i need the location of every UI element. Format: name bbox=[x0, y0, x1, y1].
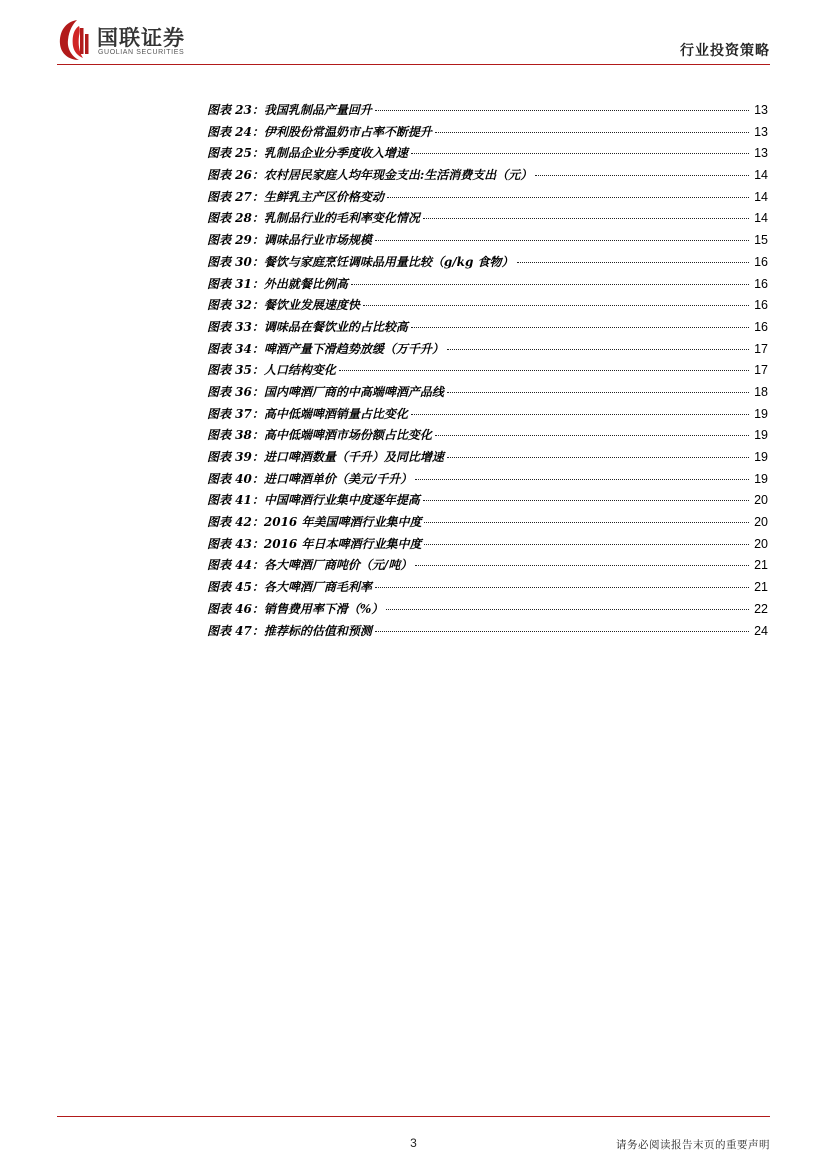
toc-entry[interactable] bbox=[207, 317, 768, 339]
toc-entry-label: 图表 45：各大啤酒厂商毛利率 bbox=[207, 580, 372, 595]
toc-dot-leader bbox=[517, 262, 749, 263]
toc-dot-leader bbox=[387, 197, 749, 198]
footer-divider bbox=[57, 1116, 770, 1117]
toc-entry[interactable] bbox=[207, 339, 768, 361]
toc-entry-label: 图表 23：我国乳制品产量回升 bbox=[207, 103, 372, 117]
toc-entry[interactable] bbox=[207, 404, 768, 426]
toc-dot-leader bbox=[411, 414, 749, 415]
toc-entry-page: 16 bbox=[754, 319, 768, 334]
toc-entry-label: 图表 36：国内啤酒厂商的中高端啤酒产品线 bbox=[207, 384, 444, 399]
toc-dot-leader bbox=[423, 500, 749, 501]
toc-entry[interactable] bbox=[207, 621, 768, 643]
toc-entry[interactable] bbox=[207, 122, 768, 144]
toc-dot-leader bbox=[424, 544, 749, 545]
toc-dot-leader bbox=[415, 479, 749, 480]
page-header bbox=[57, 18, 770, 64]
toc-entry-label: 图表 42：2016 年美国啤酒行业集中度 bbox=[207, 515, 422, 530]
toc-entry-page: 13 bbox=[754, 124, 768, 139]
toc-entry-label: 图表 30：餐饮与家庭烹饪调味品用量比较（g/kg 食物） bbox=[207, 254, 514, 269]
toc-dot-leader bbox=[415, 565, 749, 566]
toc-dot-leader bbox=[351, 284, 749, 285]
toc-entry-page: 14 bbox=[754, 189, 768, 204]
toc-entry[interactable] bbox=[207, 360, 768, 382]
toc-entry[interactable] bbox=[207, 208, 768, 230]
toc-entry[interactable] bbox=[207, 490, 768, 512]
toc-entry-label: 图表 28：乳制品行业的毛利率变化情况 bbox=[207, 211, 420, 226]
toc-dot-leader bbox=[363, 305, 749, 306]
toc-entry[interactable] bbox=[207, 252, 768, 274]
toc-dot-leader bbox=[375, 240, 749, 241]
toc-entry[interactable] bbox=[207, 512, 768, 534]
toc-entry-page: 19 bbox=[754, 406, 768, 421]
toc-entry-label: 图表 31：外出就餐比例高 bbox=[207, 276, 348, 291]
toc-dot-leader bbox=[411, 327, 749, 328]
figure-list bbox=[207, 100, 768, 642]
toc-dot-leader bbox=[411, 153, 749, 154]
company-logo bbox=[57, 18, 257, 64]
toc-entry-page: 17 bbox=[754, 341, 768, 356]
toc-entry-page: 16 bbox=[754, 276, 768, 291]
toc-entry-label: 图表 32：餐饮业发展速度快 bbox=[207, 298, 360, 313]
toc-entry-page: 22 bbox=[754, 601, 768, 616]
toc-dot-leader bbox=[435, 435, 749, 436]
footer-disclaimer: 请务必阅读报告末页的重要声明 bbox=[616, 1139, 770, 1151]
toc-dot-leader bbox=[375, 631, 749, 632]
toc-entry[interactable] bbox=[207, 599, 768, 621]
toc-entry[interactable] bbox=[207, 447, 768, 469]
toc-entry[interactable] bbox=[207, 187, 768, 209]
report-type-label: 行业投资策略 bbox=[680, 43, 770, 59]
toc-entry-page: 20 bbox=[754, 515, 768, 530]
toc-entry-label: 图表 43：2016 年日本啤酒行业集中度 bbox=[207, 536, 422, 551]
toc-dot-leader bbox=[447, 392, 749, 393]
toc-entry-page: 16 bbox=[754, 298, 768, 313]
toc-entry-page: 16 bbox=[754, 254, 768, 269]
toc-entry-page: 13 bbox=[754, 146, 768, 161]
header-divider bbox=[57, 64, 770, 65]
toc-entry[interactable] bbox=[207, 100, 768, 122]
toc-entry[interactable] bbox=[207, 165, 768, 187]
toc-entry-label: 图表 38：高中低端啤酒市场份额占比变化 bbox=[207, 428, 432, 443]
toc-dot-leader bbox=[424, 522, 749, 523]
toc-entry-label: 图表 47：推荐标的估值和预测 bbox=[207, 623, 372, 638]
toc-dot-leader bbox=[339, 370, 749, 371]
toc-entry[interactable] bbox=[207, 230, 768, 252]
toc-entry[interactable] bbox=[207, 295, 768, 317]
toc-entry-page: 17 bbox=[754, 363, 768, 378]
toc-entry-label: 图表 33：调味品在餐饮业的占比较高 bbox=[207, 319, 408, 334]
toc-entry-page: 21 bbox=[754, 558, 768, 573]
toc-entry-label: 图表 37：高中低端啤酒销量占比变化 bbox=[207, 406, 408, 421]
toc-entry-label: 图表 40：进口啤酒单价（美元/千升） bbox=[207, 471, 413, 486]
toc-entry-label: 图表 35：人口结构变化 bbox=[207, 363, 336, 378]
toc-entry-page: 19 bbox=[754, 471, 768, 486]
toc-entry-label: 图表 25：乳制品企业分季度收入增速 bbox=[207, 146, 408, 161]
logo-chinese-name: 国联证券 bbox=[97, 26, 185, 50]
toc-entry[interactable] bbox=[207, 382, 768, 404]
toc-entry-page: 24 bbox=[754, 623, 768, 638]
toc-entry[interactable] bbox=[207, 534, 768, 556]
toc-dot-leader bbox=[375, 587, 749, 588]
toc-dot-leader bbox=[375, 110, 749, 111]
toc-entry[interactable] bbox=[207, 274, 768, 296]
toc-entry-page: 21 bbox=[754, 580, 768, 595]
toc-entry-label: 图表 46：销售费用率下滑（%） bbox=[207, 601, 384, 616]
toc-entry-label: 图表 27：生鲜乳主产区价格变动 bbox=[207, 189, 384, 204]
toc-entry-page: 18 bbox=[754, 384, 768, 399]
toc-entry-label: 图表 24：伊利股份常温奶市占率不断提升 bbox=[207, 124, 432, 139]
toc-dot-leader bbox=[535, 175, 749, 176]
toc-entry-label: 图表 26：农村居民家庭人均年现金支出:生活消费支出（元） bbox=[207, 168, 533, 183]
toc-entry[interactable] bbox=[207, 577, 768, 599]
toc-entry-page: 14 bbox=[754, 211, 768, 226]
logo-emblem-icon bbox=[57, 18, 93, 62]
toc-entry-page: 14 bbox=[754, 168, 768, 183]
toc-entry[interactable] bbox=[207, 469, 768, 491]
toc-entry-label: 图表 41：中国啤酒行业集中度逐年提高 bbox=[207, 493, 420, 508]
toc-entry-label: 图表 34：啤酒产量下滑趋势放缓（万千升） bbox=[207, 341, 444, 356]
toc-entry-page: 15 bbox=[754, 233, 768, 248]
logo-english-name: GUOLIAN SECURITIES bbox=[98, 49, 185, 56]
toc-entry-label: 图表 39：进口啤酒数量（千升）及同比增速 bbox=[207, 450, 444, 464]
toc-dot-leader bbox=[435, 132, 749, 133]
toc-entry-page: 13 bbox=[754, 103, 768, 117]
toc-entry-page: 20 bbox=[754, 536, 768, 551]
toc-dot-leader bbox=[423, 218, 749, 219]
toc-entry-label: 图表 44：各大啤酒厂商吨价（元/吨） bbox=[207, 558, 413, 573]
toc-entry-page: 19 bbox=[754, 428, 768, 443]
toc-entry[interactable] bbox=[207, 555, 768, 577]
toc-dot-leader bbox=[447, 457, 749, 458]
toc-dot-leader bbox=[386, 609, 749, 610]
toc-entry-page: 19 bbox=[754, 450, 768, 464]
toc-entry-page: 20 bbox=[754, 493, 768, 508]
toc-entry-label: 图表 29：调味品行业市场规模 bbox=[207, 233, 372, 248]
page-number: 3 bbox=[410, 1136, 417, 1150]
toc-entry[interactable] bbox=[207, 425, 768, 447]
toc-dot-leader bbox=[447, 349, 749, 350]
toc-entry[interactable] bbox=[207, 143, 768, 165]
